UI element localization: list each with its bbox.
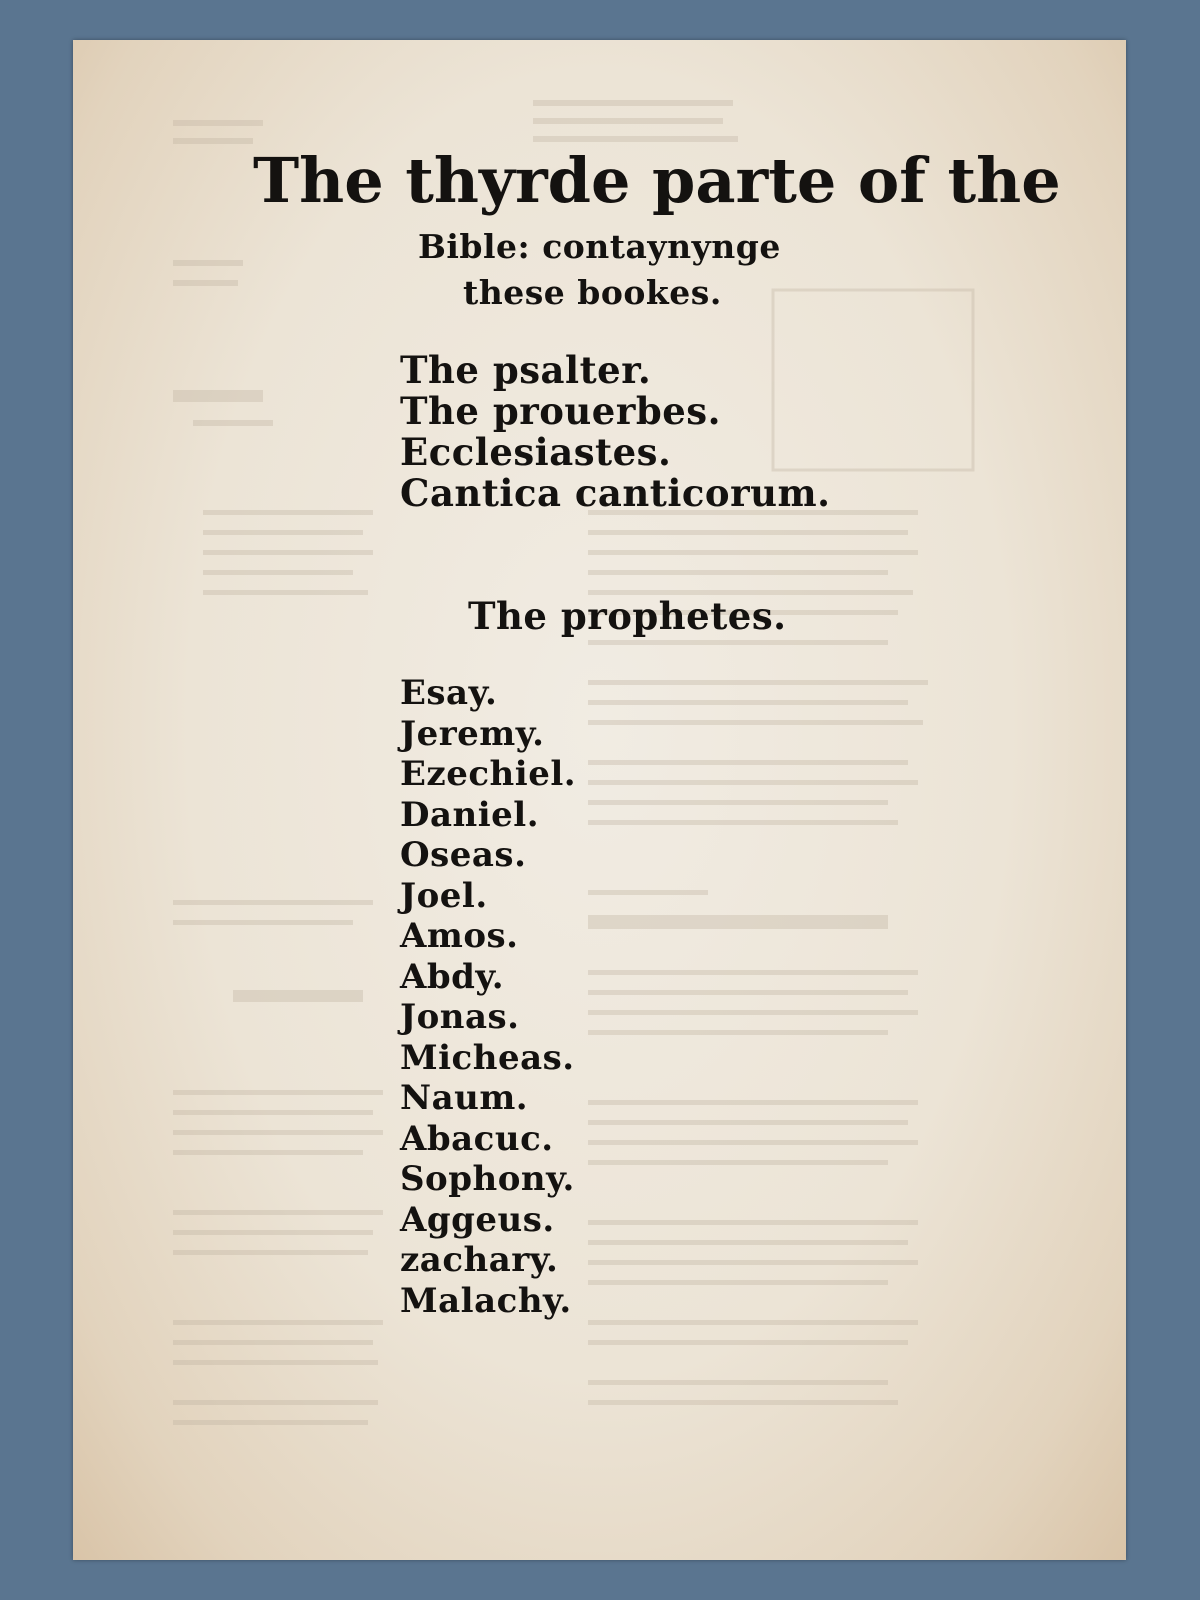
list-item: Cantica canticorum. [400, 471, 831, 515]
title-line-2: Bible: contaynynge [418, 227, 781, 266]
list-item: Malachy. [400, 1280, 572, 1321]
list-item: Jonas. [400, 997, 520, 1037]
list-item: Joel. [400, 875, 488, 916]
list-item: Micheas. [400, 1037, 575, 1078]
list-item: Sophony. [400, 1159, 575, 1199]
book-page [73, 40, 1126, 1560]
list-item: Jeremy. [400, 713, 545, 754]
title-line-1: The thyrde parte of the [253, 144, 1061, 217]
list-item: Abdy. [400, 956, 505, 997]
list-item: Esay. [400, 673, 498, 713]
list-item: The prouerbes. [400, 389, 721, 433]
prophets-list [400, 673, 577, 1324]
list-item: Daniel. [400, 794, 540, 835]
title-line-3: these bookes. [463, 273, 722, 312]
show-through-texture [73, 40, 1126, 1560]
list-item: Amos. [400, 916, 519, 956]
list-item: The psalter. [400, 348, 652, 392]
list-item: Abacuc. [400, 1118, 554, 1159]
books-list [400, 348, 831, 516]
list-item: Ezechiel. [400, 754, 577, 794]
list-item: Oseas. [400, 835, 527, 875]
prophets-heading: The prophetes. [468, 594, 787, 638]
list-item: Ecclesiastes. [400, 430, 672, 474]
list-item: zachary. [400, 1240, 559, 1280]
list-item: Aggeus. [400, 1199, 555, 1240]
list-item: Naum. [400, 1078, 529, 1118]
